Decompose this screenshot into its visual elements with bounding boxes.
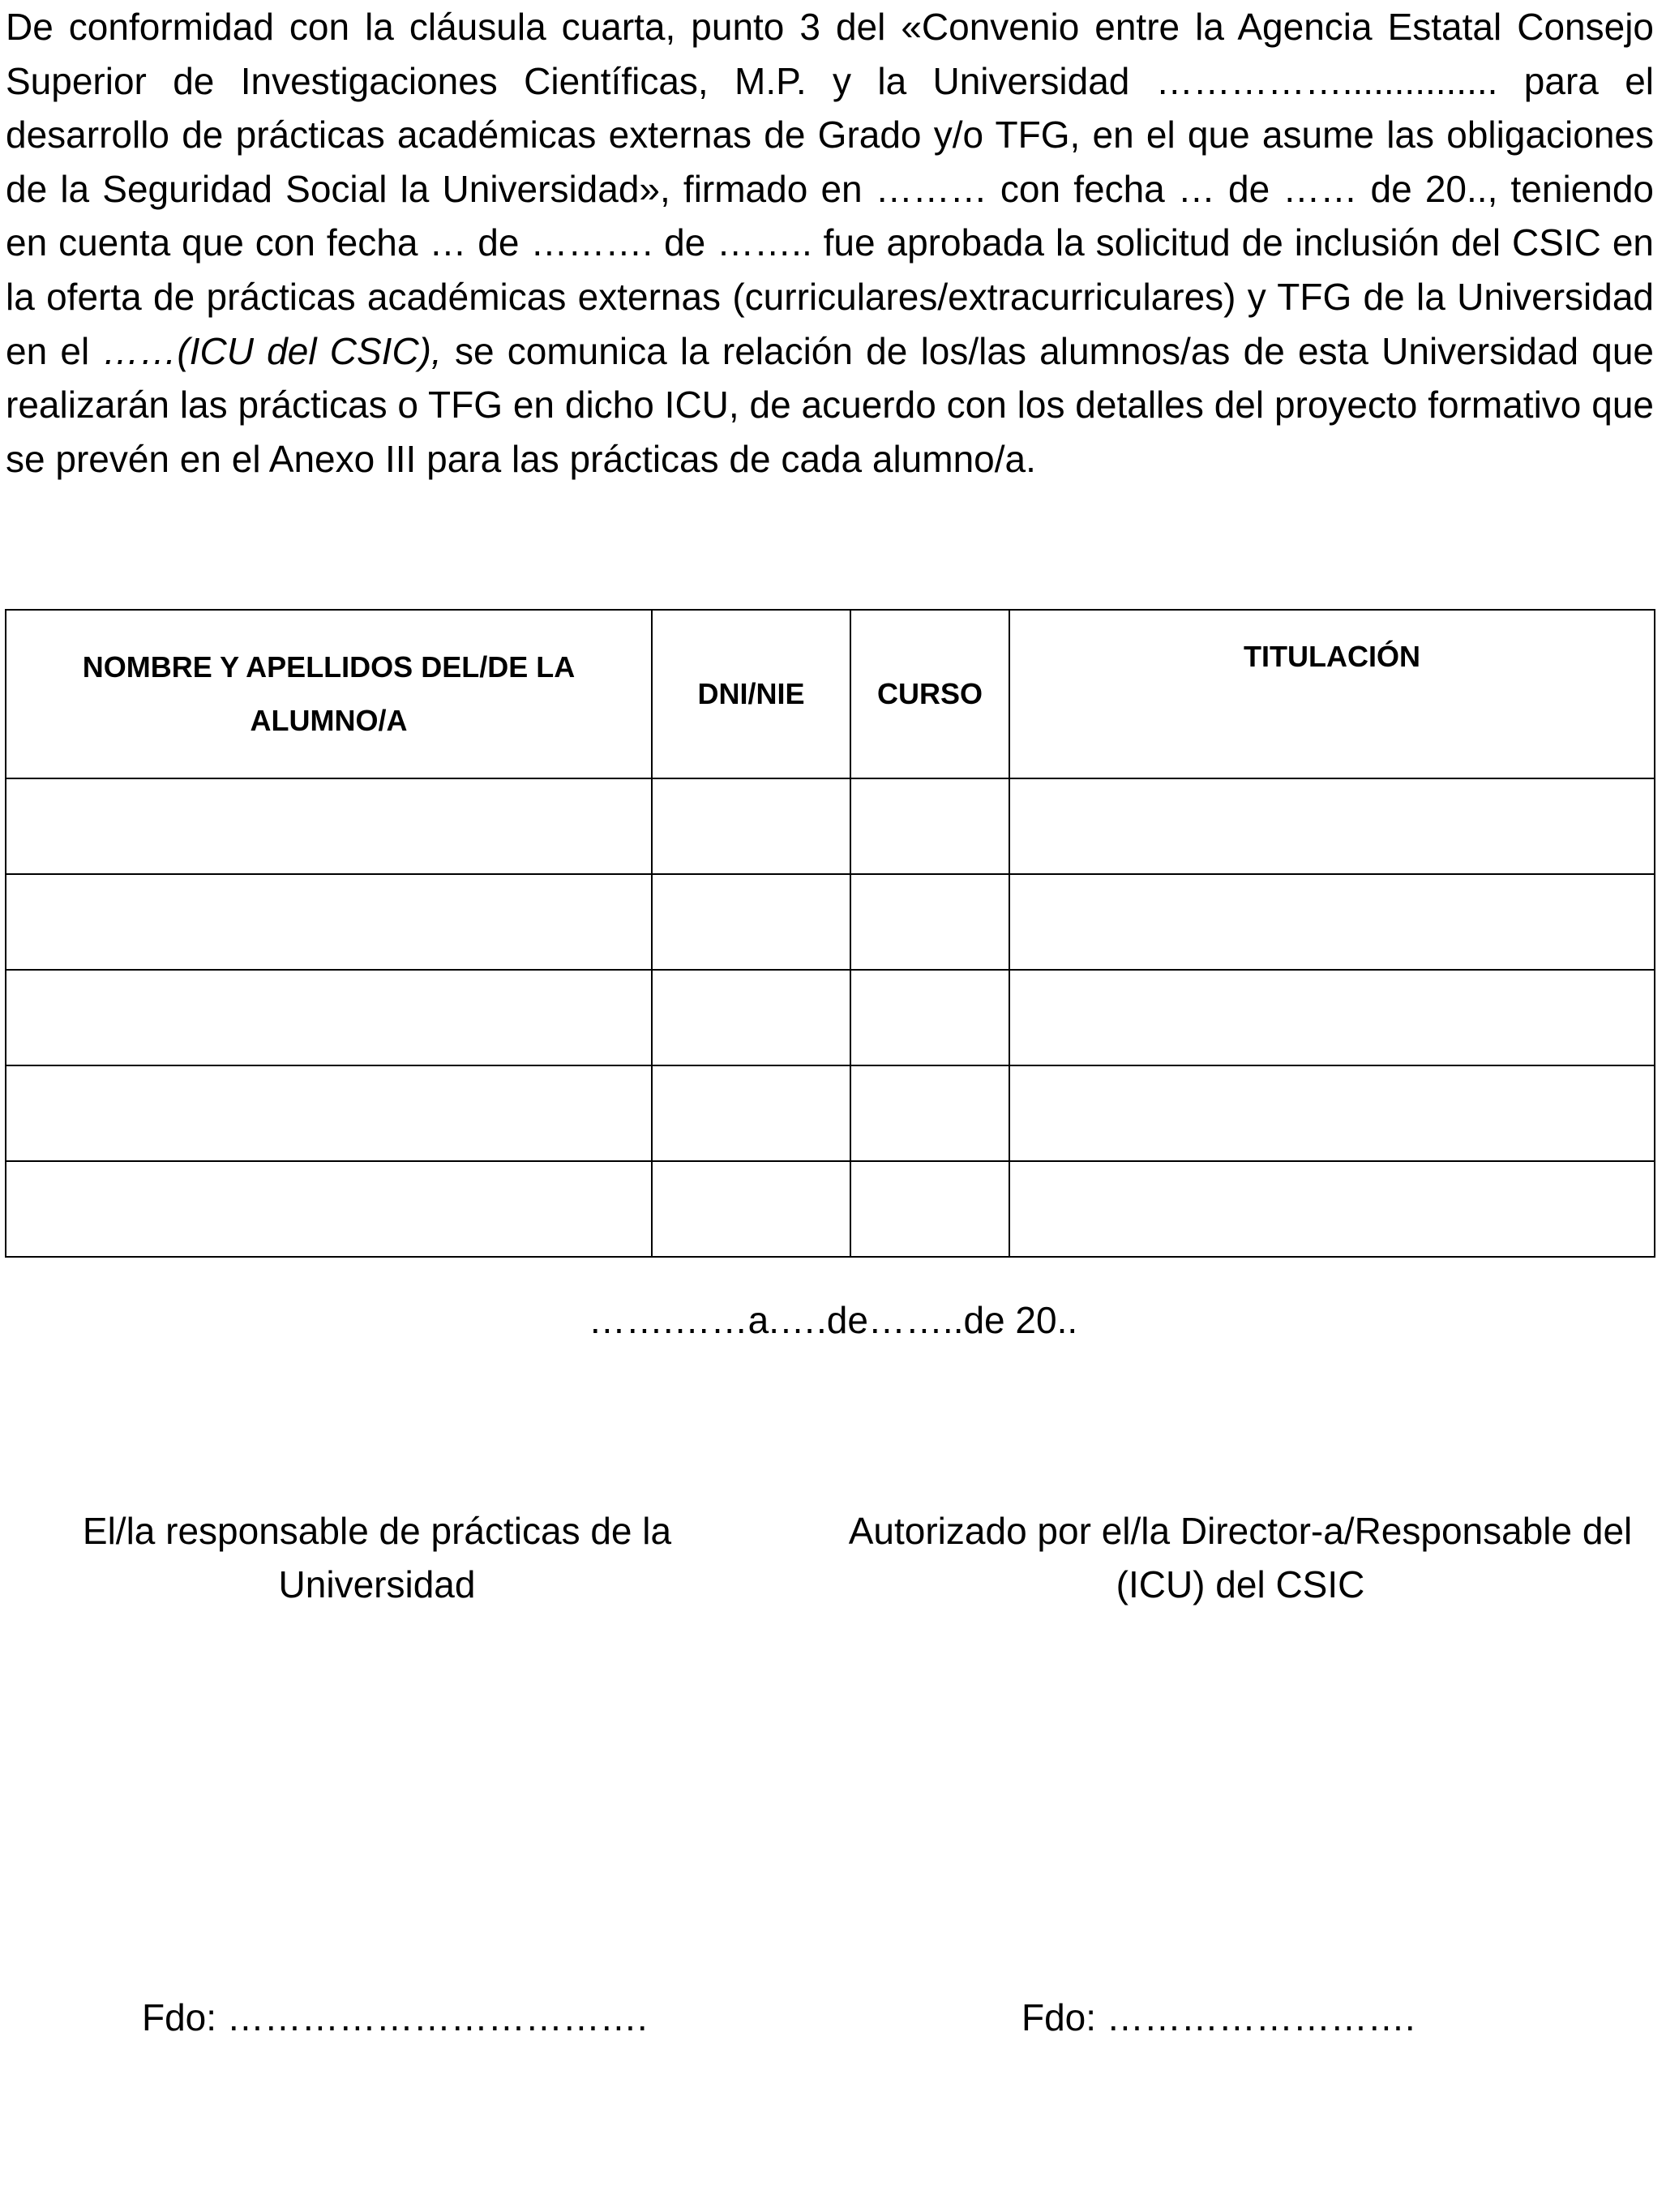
- cell-dni[interactable]: [652, 1065, 850, 1161]
- table-row: [6, 874, 1655, 970]
- cell-course[interactable]: [850, 970, 1009, 1065]
- intro-paragraph: [6, 0, 1654, 486]
- students-table: [5, 609, 1655, 1258]
- cell-course[interactable]: [850, 1161, 1009, 1257]
- cell-course[interactable]: [850, 1065, 1009, 1161]
- cell-name[interactable]: [6, 874, 652, 970]
- cell-name[interactable]: [6, 778, 652, 874]
- cell-degree[interactable]: [1009, 874, 1655, 970]
- csic-signatory-title: Autorizado por el/la Director-a/Responsable del (ICU) del CSIC: [848, 1510, 1633, 1605]
- cell-name[interactable]: [6, 970, 652, 1065]
- place-date-line: …….……a.….de……..de 20..: [588, 1299, 1078, 1341]
- header-name: NOMBRE Y APELLIDOS DEL/DE LA ALUMNO/A: [6, 610, 652, 778]
- header-degree: TITULACIÓN: [1009, 610, 1655, 778]
- intro-text-icu: ……(ICU del CSIC),: [102, 329, 442, 372]
- cell-degree[interactable]: [1009, 970, 1655, 1065]
- intro-text-part1: De conformidad con la cláusula cuarta, punto 3 del «Convenio entre la Agencia Estatal Consejo Superior de Investigaciones Científicas, M.P. y la Universidad ……………............... para el desarrollo de prácticas académicas externas de Grado y/o TFG, en el que asume las obligaciones de la Seguridad Social la Universidad», firmado en ……… con fecha … de …… de 20.., teniendo en cuenta que con fecha … de ………. de …….. fue aprobada la solicitud de inclusión del CSIC en la oferta de prácticas académicas externas (curriculares/extracurriculares) y TFG de la Universidad en el: [6, 6, 1654, 372]
- university-signature-line: Fdo: …………………………….: [142, 1996, 648, 2038]
- header-course: CURSO: [850, 610, 1009, 778]
- table-row: [6, 1161, 1655, 1257]
- table-row: [6, 970, 1655, 1065]
- csic-signature-line: Fdo: …………………….: [1021, 1996, 1415, 2038]
- cell-name[interactable]: [6, 1161, 652, 1257]
- cell-dni[interactable]: [652, 874, 850, 970]
- cell-degree[interactable]: [1009, 1065, 1655, 1161]
- cell-degree[interactable]: [1009, 1161, 1655, 1257]
- table-row: [6, 778, 1655, 874]
- cell-dni[interactable]: [652, 1161, 850, 1257]
- cell-course[interactable]: [850, 778, 1009, 874]
- header-dni: DNI/NIE: [652, 610, 850, 778]
- cell-dni[interactable]: [652, 970, 850, 1065]
- cell-degree[interactable]: [1009, 778, 1655, 874]
- cell-name[interactable]: [6, 1065, 652, 1161]
- table-header-row: [6, 610, 1655, 778]
- intro-text-part2: se comunica la relación de los/las alumnos/as de esta Universidad que realizarán las prácticas o TFG en dicho ICU, de acuerdo con los detalles del proyecto formativo que se prevén en el Anexo III para las prácticas de cada alumno/a.: [6, 329, 1655, 480]
- table-row: [6, 1065, 1655, 1161]
- cell-course[interactable]: [850, 874, 1009, 970]
- cell-dni[interactable]: [652, 778, 850, 874]
- university-signatory-title: El/la responsable de prácticas de la Universidad: [82, 1510, 672, 1605]
